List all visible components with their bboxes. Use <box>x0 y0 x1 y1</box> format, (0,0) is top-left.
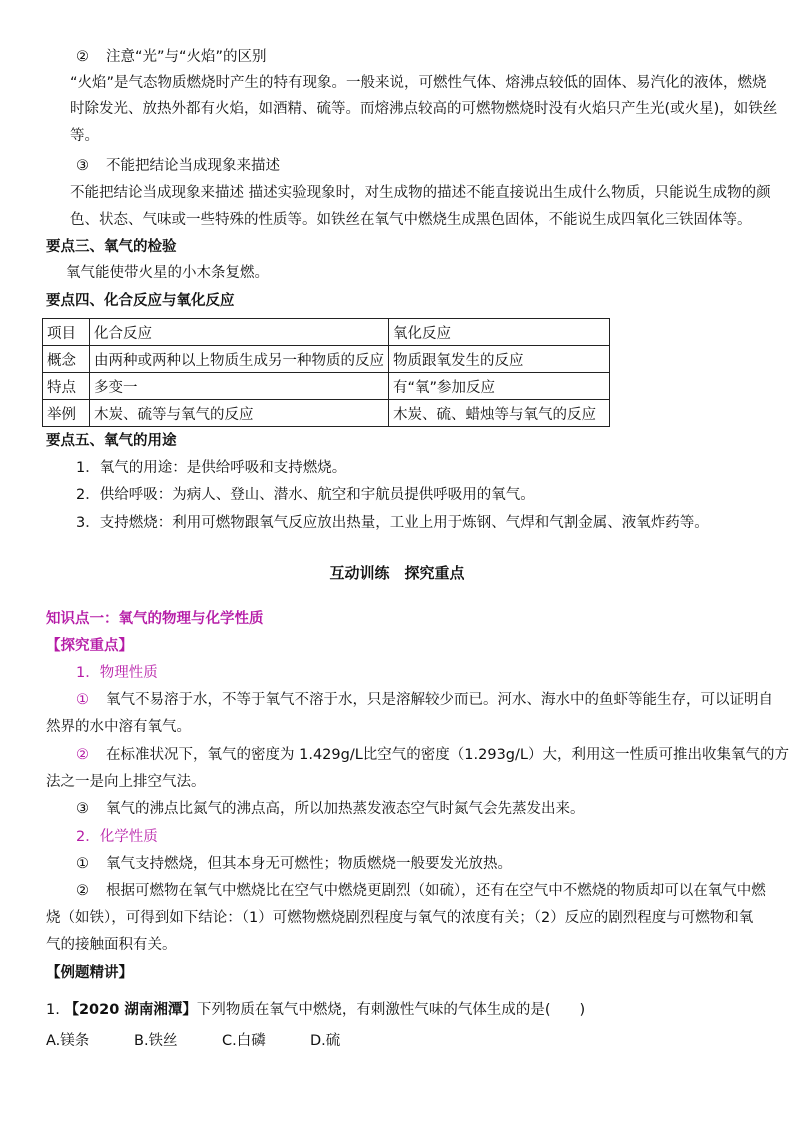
option-d: D.硫 <box>310 1033 341 1049</box>
circled-number: ② <box>76 747 89 763</box>
point5-item-2: 2．供给呼吸：为病人、登山、潜水、航空和宇航员提供呼吸用的氧气。 <box>76 487 535 503</box>
point4-title: 要点四、化合反应与氧化反应 <box>46 293 235 309</box>
note2-line-3: 等。 <box>70 128 99 144</box>
table-cell: 木炭、硫等与氧气的反应 <box>90 400 389 427</box>
table-cell: 特点 <box>43 373 90 400</box>
table-cell: 木炭、硫、蜡烛等与氧气的反应 <box>389 400 610 427</box>
note2-line-2: 时除发光、放热外都有火焰，如酒精、硫等。而熔沸点较高的可燃物燃烧时没有火焰只产生光(或火星)，如铁丝 <box>70 101 778 117</box>
table-header-row <box>43 319 610 346</box>
physical-item-1: ① 氧气不易溶于水，不等于氧气不溶于水，只是溶解较少而已。河水、海水中的鱼虾等能生存，可以证明自 <box>76 689 773 711</box>
point5-item-3: 3．支持燃烧：利用可燃物跟氧气反应放出热量，工业上用于炼钢、气焊和气割金属、液氧炸药等。 <box>76 515 709 531</box>
table-row <box>43 400 610 427</box>
option-a: A.镁条 <box>46 1033 90 1049</box>
table-cell: 氧化反应 <box>389 319 610 346</box>
physical-item-2-cont: 法之一是向上排空气法。 <box>46 774 206 790</box>
table-cell: 化合反应 <box>90 319 389 346</box>
note3-line-2: 色、状态、气味或一些特殊的性质等。如铁丝在氧气中燃烧生成黑色固体，不能说生成四氧化三铁固体等。 <box>70 212 752 228</box>
question-number: 1. <box>46 1002 60 1018</box>
note3-heading: ③ 不能把结论当成现象来描述 <box>76 155 280 177</box>
table-cell: 项目 <box>43 319 90 346</box>
table-row <box>43 346 610 373</box>
question-source: 【2020 湖南湘潭】 <box>64 1002 197 1018</box>
circled-number: ① <box>76 692 89 708</box>
example-title: 【例题精讲】 <box>46 965 133 981</box>
table-cell: 举例 <box>43 400 90 427</box>
option-b: B.铁丝 <box>134 1033 178 1049</box>
note3-line-1: 不能把结论当成现象来描述 描述实验现象时，对生成物的描述不能直接说出生成什么物质，只能说生成物的颜 <box>70 185 771 201</box>
knowledge-title: 知识点一：氧气的物理与化学性质 <box>46 611 264 627</box>
option-c: C.白磷 <box>222 1033 266 1049</box>
point5-item-1: 1．氧气的用途：是供给呼吸和支持燃烧。 <box>76 460 347 476</box>
point5-title: 要点五、氧气的用途 <box>46 433 177 449</box>
physical-item-3: ③ 氧气的沸点比氮气的沸点高，所以加热蒸发液态空气时氮气会先蒸发出来。 <box>76 798 585 820</box>
chemical-item-2-cont-2: 气的接触面积有关。 <box>46 937 177 953</box>
explore-label: 【探究重点】 <box>46 638 133 654</box>
physical-item-2: ② 在标准状况下，氧气的密度为 1.429g/L比空气的密度（1.293g/L）大，利用这一性质可推出收集氧气的方 <box>76 744 789 766</box>
example-options <box>46 1030 340 1052</box>
circled-number: ③ <box>76 801 89 817</box>
circled-number: ① <box>76 856 89 872</box>
point3-title: 要点三、氧气的检验 <box>46 239 177 255</box>
table-cell: 概念 <box>43 346 90 373</box>
circled-number: ② <box>76 883 89 899</box>
example-question <box>46 999 585 1021</box>
note2-line-1: “火焰”是气态物质燃烧时产生的特有现象。一般来说，可燃性气体、熔沸点较低的固体、易汽化的液体，燃烧 <box>70 75 767 91</box>
chemical-item-1: ① 氧气支持燃烧，但其本身无可燃性；物质燃烧一般要发光放热。 <box>76 853 512 875</box>
question-text: 下列物质在氧气中燃烧，有刺激性气味的气体生成的是( ) <box>196 1002 586 1018</box>
chemical-item-2: ② 根据可燃物在氧气中燃烧比在空气中燃烧更剧烈（如硫），还有在空气中不燃烧的物质却可以在氧气中燃 <box>76 880 766 902</box>
section-title: 互动训练 探究重点 <box>329 564 465 582</box>
point3-text: 氧气能使带火星的小木条复燃。 <box>66 265 269 281</box>
table-cell: 有“氧”参加反应 <box>389 373 610 400</box>
circled-number: ③ <box>76 158 89 174</box>
comparison-table <box>42 318 610 427</box>
table-cell: 由两种或两种以上物质生成另一种物质的反应 <box>90 346 389 373</box>
table-cell: 物质跟氧发生的反应 <box>389 346 610 373</box>
table-cell: 多变一 <box>90 373 389 400</box>
physical-item-1-cont: 然界的水中溶有氧气。 <box>46 719 191 735</box>
table-row <box>43 373 610 400</box>
chemical-label: 2．化学性质 <box>76 829 158 845</box>
circled-number: ② <box>76 49 89 65</box>
note2-heading: ② 注意“光”与“火焰”的区别 <box>76 46 267 68</box>
chemical-item-2-cont-1: 烧（如铁），可得到如下结论：（1）可燃物燃烧剧烈程度与氧气的浓度有关；（2）反应的剧烈程度与可燃物和氧 <box>46 910 754 926</box>
physical-label: 1．物理性质 <box>76 665 158 681</box>
